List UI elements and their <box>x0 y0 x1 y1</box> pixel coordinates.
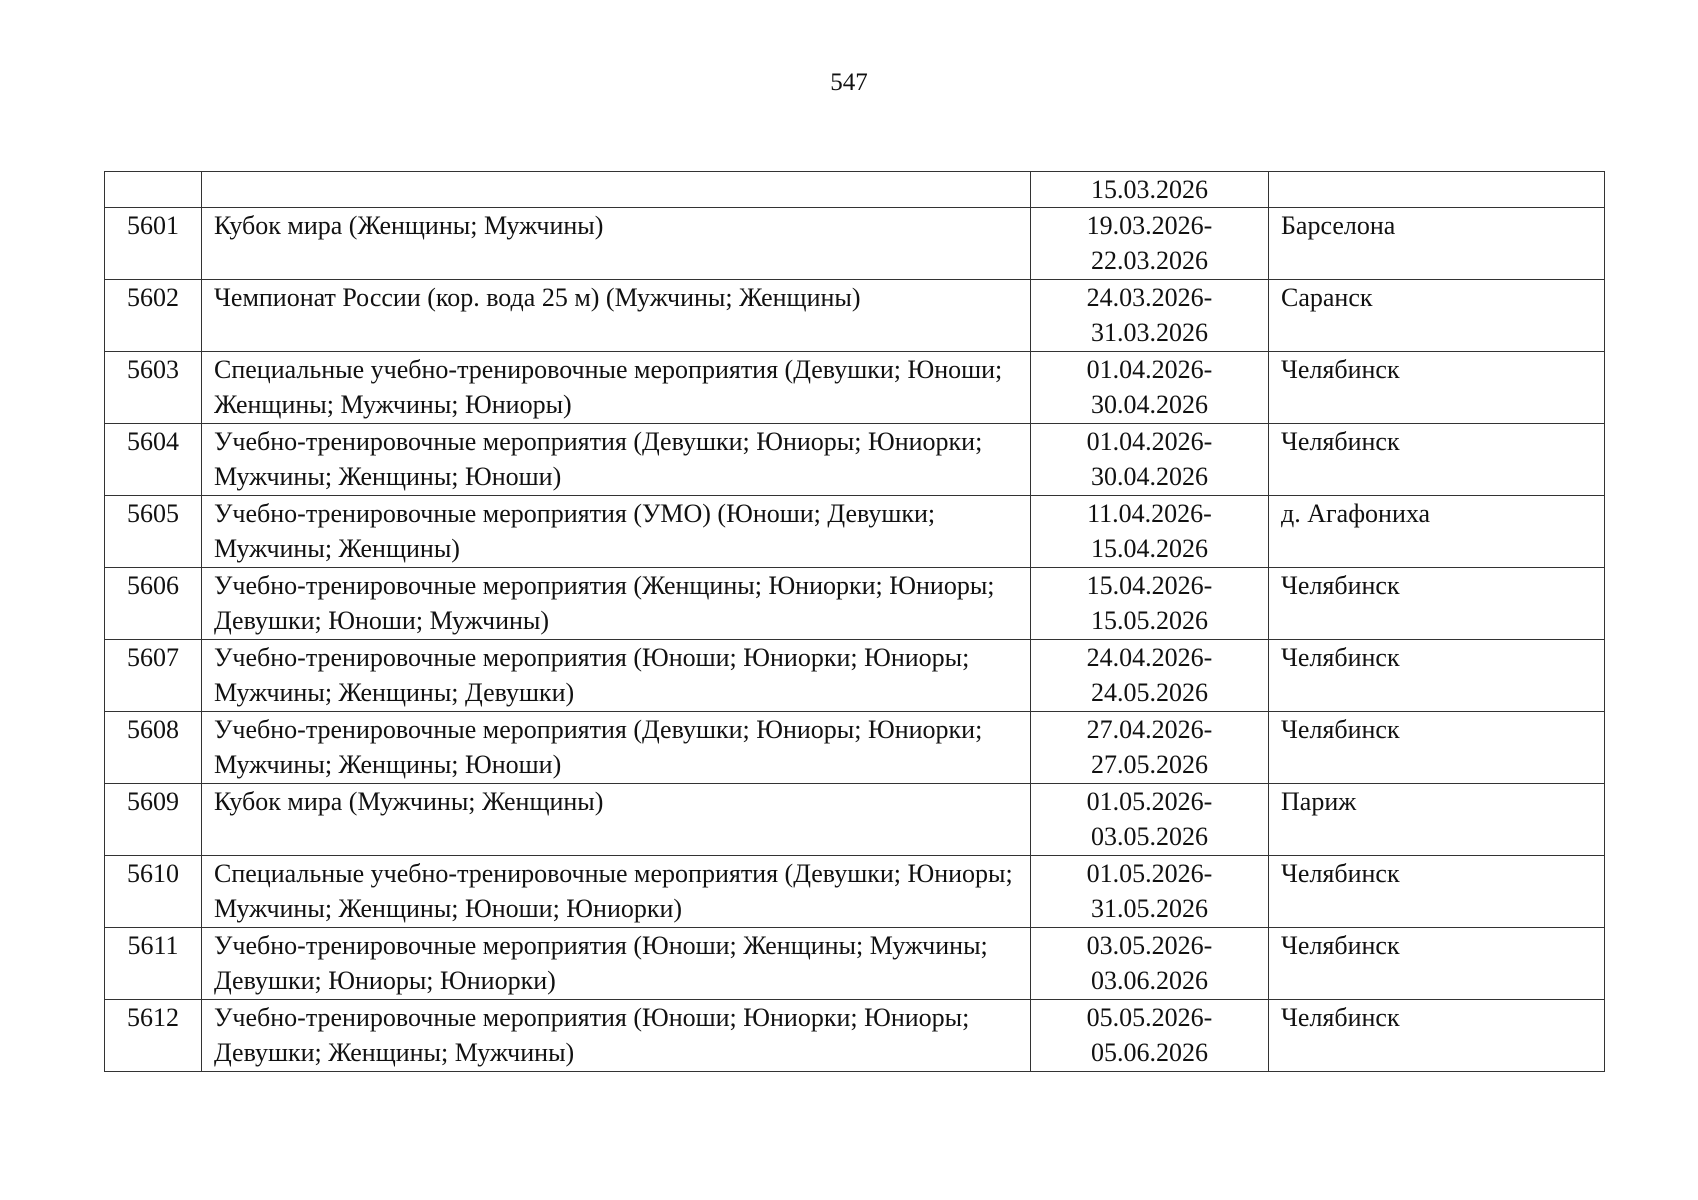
event-dates <box>1031 208 1269 280</box>
event-date-end: 15.05.2026 <box>1091 606 1208 635</box>
table-row <box>105 280 1605 352</box>
event-date-start: 01.04.2026- <box>1086 427 1213 456</box>
event-dates <box>1031 424 1269 496</box>
event-name: Учебно-тренировочные мероприятия (Девушки; Юниоры; Юниорки; Мужчины; Женщины; Юноши) <box>202 424 1031 496</box>
event-dates <box>1031 280 1269 352</box>
event-number: 5602 <box>105 280 202 352</box>
event-dates <box>1031 172 1269 208</box>
event-number: 5611 <box>105 928 202 1000</box>
event-dates <box>1031 928 1269 1000</box>
event-dates <box>1031 640 1269 712</box>
table-row-continued <box>105 172 1605 208</box>
event-date-start: 03.05.2026- <box>1086 931 1213 960</box>
event-place: Челябинск <box>1269 424 1605 496</box>
event-date-start: 05.05.2026- <box>1086 1003 1213 1032</box>
event-dates <box>1031 352 1269 424</box>
event-number: 5605 <box>105 496 202 568</box>
event-number: 5612 <box>105 1000 202 1072</box>
table-row <box>105 928 1605 1000</box>
event-name: Учебно-тренировочные мероприятия (Юноши; Юниорки; Юниоры; Девушки; Женщины; Мужчины) <box>202 1000 1031 1072</box>
event-date-end: 27.05.2026 <box>1091 750 1208 779</box>
event-dates <box>1031 712 1269 784</box>
event-date-end: 15.03.2026 <box>1091 175 1208 204</box>
events-table-body <box>105 172 1605 1072</box>
event-name: Учебно-тренировочные мероприятия (Юноши; Женщины; Мужчины; Девушки; Юниоры; Юниорки) <box>202 928 1031 1000</box>
event-number: 5601 <box>105 208 202 280</box>
table-row <box>105 784 1605 856</box>
table-row <box>105 352 1605 424</box>
event-date-end: 30.04.2026 <box>1091 390 1208 419</box>
event-place: Челябинск <box>1269 640 1605 712</box>
event-number: 5608 <box>105 712 202 784</box>
event-name: Кубок мира (Мужчины; Женщины) <box>202 784 1031 856</box>
event-number: 5609 <box>105 784 202 856</box>
event-date-start: 24.04.2026- <box>1086 643 1213 672</box>
table-row <box>105 568 1605 640</box>
event-date-start: 01.04.2026- <box>1086 355 1213 384</box>
event-place: д. Агафониха <box>1269 496 1605 568</box>
event-place: Челябинск <box>1269 352 1605 424</box>
event-date-start: 15.04.2026- <box>1086 571 1213 600</box>
event-place: Челябинск <box>1269 1000 1605 1072</box>
event-date-end: 24.05.2026 <box>1091 678 1208 707</box>
event-name: Учебно-тренировочные мероприятия (Юноши; Юниорки; Юниоры; Мужчины; Женщины; Девушки) <box>202 640 1031 712</box>
event-name: Учебно-тренировочные мероприятия (Девушки; Юниоры; Юниорки; Мужчины; Женщины; Юноши) <box>202 712 1031 784</box>
event-name <box>202 172 1031 208</box>
event-name: Кубок мира (Женщины; Мужчины) <box>202 208 1031 280</box>
event-date-end: 31.05.2026 <box>1091 894 1208 923</box>
event-date-start: 19.03.2026- <box>1086 211 1213 240</box>
event-date-end: 31.03.2026 <box>1091 318 1208 347</box>
event-number: 5607 <box>105 640 202 712</box>
event-place: Челябинск <box>1269 568 1605 640</box>
event-date-end: 03.06.2026 <box>1091 966 1208 995</box>
event-name: Чемпионат России (кор. вода 25 м) (Мужчины; Женщины) <box>202 280 1031 352</box>
event-date-start: 01.05.2026- <box>1086 859 1213 888</box>
event-date-start: 11.04.2026- <box>1087 499 1212 528</box>
event-place: Париж <box>1269 784 1605 856</box>
page-number: 547 <box>830 69 868 96</box>
event-dates <box>1031 568 1269 640</box>
event-date-end: 22.03.2026 <box>1091 246 1208 275</box>
event-dates <box>1031 1000 1269 1072</box>
event-number: 5606 <box>105 568 202 640</box>
event-dates <box>1031 496 1269 568</box>
event-place: Челябинск <box>1269 712 1605 784</box>
event-name: Учебно-тренировочные мероприятия (УМО) (Юноши; Девушки; Мужчины; Женщины) <box>202 496 1031 568</box>
event-date-end: 30.04.2026 <box>1091 462 1208 491</box>
event-number: 5610 <box>105 856 202 928</box>
table-row <box>105 856 1605 928</box>
table-row <box>105 1000 1605 1072</box>
event-dates <box>1031 784 1269 856</box>
table-row <box>105 424 1605 496</box>
table-row <box>105 496 1605 568</box>
event-name: Специальные учебно-тренировочные мероприятия (Девушки; Юниоры; Мужчины; Женщины; Юноши; Юниорки) <box>202 856 1031 928</box>
table-row <box>105 712 1605 784</box>
table-row <box>105 208 1605 280</box>
table-row <box>105 640 1605 712</box>
event-date-end: 15.04.2026 <box>1091 534 1208 563</box>
events-table <box>104 171 1605 1072</box>
event-number: 5603 <box>105 352 202 424</box>
event-date-end: 03.05.2026 <box>1091 822 1208 851</box>
event-name: Учебно-тренировочные мероприятия (Женщины; Юниорки; Юниоры; Девушки; Юноши; Мужчины) <box>202 568 1031 640</box>
event-date-start: 01.05.2026- <box>1086 787 1213 816</box>
event-number: 5604 <box>105 424 202 496</box>
event-number <box>105 172 202 208</box>
event-place: Барселона <box>1269 208 1605 280</box>
event-place <box>1269 172 1605 208</box>
event-date-start: 24.03.2026- <box>1086 283 1213 312</box>
event-date-start: 27.04.2026- <box>1086 715 1213 744</box>
event-name: Специальные учебно-тренировочные мероприятия (Девушки; Юноши; Женщины; Мужчины; Юниоры) <box>202 352 1031 424</box>
event-place: Челябинск <box>1269 928 1605 1000</box>
event-date-end: 05.06.2026 <box>1091 1038 1208 1067</box>
event-place: Саранск <box>1269 280 1605 352</box>
event-place: Челябинск <box>1269 856 1605 928</box>
event-dates <box>1031 856 1269 928</box>
